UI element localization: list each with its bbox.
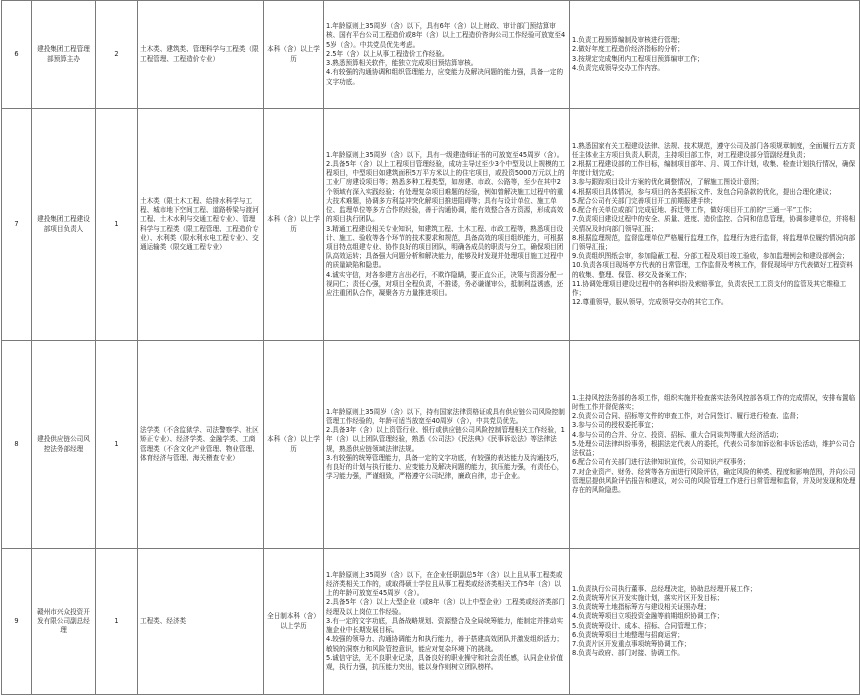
duty-item: 8.负责与政府、部门对接、协调工作。 [572,649,684,658]
major-requirement: 土木类（限土木工程、给排水科学与工程、城市地下空间工程、道路桥梁与渡河工程、土木水利与交通工程专业）、管理科学与工程类（限工程管理、工程造价专业）、水利类（限水利水电工程专业）、交通运输类（限交通工程专业） [138,109,264,341]
duty-item: 12.尊重领导，服从领导，完成领导交办的其它工作。 [572,298,728,307]
table-row [2,1,860,109]
duty-item: 1.负责工程预算编制及审核进行管理； [572,36,684,45]
major-requirement: 土木类、建筑类、管理科学与工程类（限工程管理、工程造价专业） [138,1,264,109]
duty-item: 10.负责各项目现场亭方代表的日常管理，工作监督及考核工作，督促现场甲方代表做好工程资料的收集、整理、保管、移交及备案工作； [572,261,853,279]
duty-item: 2.负责统筹片区开发实施计划，落实片区开发目标； [572,593,724,602]
requirement-item: 3.熟悉预算相关软件，能独立完成项目预结算审核。 [326,59,478,68]
duty-item: 7.对企业资产、财务、经营等各方面进行风险评估，确定风险的种类、程度和影响范围，并向公司管理层提供风险评估报告和建议，对公司的风险管理工作进行日常管理和监督，并及时发现和处理存在的风险隐患。 [572,467,856,494]
recruitment-table [1,0,860,695]
requirement-item: 2.具备5年（含）以上大型企业（或8年（含）以上中型企业）工程类或经济类部门经理及以上岗位工作经验。 [326,598,565,616]
row-number: 8 [2,341,32,549]
duty-item: 9.负责组织图纸会审，参加隐蔽工程、分部工程及项目竣工验收，参加监理例会和建设部例会； [572,252,849,261]
requirement-item: 3.有较强的统筹管理能力，具备一定的文字功底，有较强的表达能力及沟通技巧，有良好的计划与执行能力、应变能力及解决问题的能力，抗压能力强，有责任心，学习能力强，严谨细致，严格遵守公司纪律，廉政自律，忠于企业。 [326,453,564,481]
duty-item: 8.根据监理规范，监督监理单位严格履行监理工作，监理行为进行监督，将监理单位履约情况向部门领导汇报； [572,233,856,251]
qualification-requirements [324,1,570,109]
major-requirement: 工程类、经济类 [138,549,264,695]
duty-item: 3.按规定完成集团内工程项目预算编审工作； [572,54,704,63]
duty-item: 1.主持风控法务部的各项工作，组织实施并检查落实法务风控部各项工作的完成情况，安排布置临时性工作并督促落实； [572,393,856,412]
hiring-count: 2 [96,1,138,109]
requirement-item: 2.具备5年（含）以上工程项目管理经验，成功主导过至少3个中型及以上规模的工程项目，中型项目如建筑面积5万平方米以上的住宅项目，或投资5000万元以上的工业厂房建设项目等；熟悉多种工程类型，如房建、市政、公路等，至少在其中2个领域有深入实践经验；有处理复杂项目难题的经验，例如曾解决施工过程中的重大技术难题，协调多方利益冲突化解项目推进阻碍等；具有与设计单位、施工单位、监理单位等多方合作的经验，善于沟通协调，能有效整合各方资源，形成高效的项目执行团队。 [326,160,565,224]
duty-item: 5.负责统筹设计、成本、招标、合同管理工作； [572,621,711,630]
duty-item: 2.做好年度工程造价经济指标的分析； [572,45,684,54]
duty-item: 1.负责执行公司执行董事、总经理决定，协助总经理开展工作； [572,584,757,593]
duty-item: 3.参与跟踪项目设计方案的优化调整情况，了解施工图设计意图； [572,178,763,187]
job-duties [570,341,860,549]
education-requirement: 本科（含）以上学历 [264,109,324,341]
requirement-item: 4.较强的领导力、沟通协调能力和执行能力，善于搭建高效团队并激发组织活力；敏锐的洞察力和风险管控意识，能应对复杂环境下的挑战。 [326,635,564,653]
duty-item: 4.参与公司的合并、分立、投资、招标、重大合同谈判等重大经济活动； [572,430,783,439]
row-number: 7 [2,109,32,341]
education-requirement: 本科（含）以上学历 [264,341,324,549]
duty-item: 6.配合有关单位或部门完成征地、拆迁等工作，做好项目开工前的“三通一平”工作； [572,206,816,215]
requirement-item: 2.5年（含）以上从事工程造价工作经验。 [326,49,449,58]
duty-item: 1.熟悉国家有关工程建设法律、法规、技术规范，遵守公司及部门各项规章制度，全面履行五方责任主体业主方项目负责人职责，主持项目部工作，对工程建设部分管副经理负责； [572,141,856,159]
qualification-requirements [324,109,570,341]
post-name: 建投供应链公司风控法务部经理 [32,341,96,549]
duty-item: 11.协调处理项目建设过程中的各种纠纷及索赔事宜，负责农民工工资支付的监管及其它维稳工作； [572,279,847,297]
hiring-count: 1 [96,341,138,549]
hiring-count: 1 [96,109,138,341]
requirement-item: 1.年龄原则上35周岁（含）以下，持有国家法律资格证或具有供应链公司风险控制管理工作经验的，年龄可适当放宽至40周岁（含），中共党员优先。 [326,407,565,425]
duty-item: 7.负责片区开发重点事项统筹协调工作； [572,639,691,648]
requirement-item: 3.精通工程建设相关专业知识，知建筑工程、土木工程、市政工程等，熟悉项目设计、施工、验收等各个环节的技术要求和规范，具备高效的项目组织能力，可根据项目特点组建专业、协作良好的项目团队，明确各成员的职责与分工，确保项目团队高效运转；具备强大问题分析和解决能力，能够及时发现并处理项目施工过程中的质量缺陷和隐患。 [326,224,564,270]
table-row [2,341,860,549]
duty-item: 4.负责完成领导交办工作内容。 [572,63,665,72]
table-row [2,549,860,695]
requirement-item: 1.年龄原则上35周岁（含）以下，在企业任职副总5年（含）以上且从事工程类或经济类相关工作的，或取得硕士学位且从事工程类或经济类相关工作5年（含）以上的年龄可放宽至45周岁（含）。 [326,570,563,598]
post-name: 赣州市兴众投资开发有限公司副总经理 [32,549,96,695]
requirement-item: 2.具备3年（含）以上资管行业、银行或供应链公司风险控制管理相关工作经验，1年（含）以上团队管理经验，熟悉《公司法》《民法典》《民事诉讼法》等法律法规，熟悉供应链领域法律法规。 [326,426,565,453]
requirement-item: 4.有较强的沟通协调和组织管理能力，应变能力及解决问题的能力强，具备一定的文字功底。 [326,68,564,86]
duty-item: 3.负责统筹土地指标筹方与建设相关证照办理； [572,603,711,612]
duty-item: 2.负责公司合同、招标等文件的审查工作，对合同签订、履行进行检查、监督； [572,412,803,421]
duty-item: 5.配合公司有关部门完善项目开工前期报建手续； [572,196,717,205]
duty-item: 5.处理公司法律纠纷事务，根据法定代表人的委托，代表公司参加诉讼和非诉讼活动，维护公司合法权益； [572,439,856,458]
education-requirement: 全日制本科（含）以上学历 [264,549,324,695]
row-number: 9 [2,549,32,695]
table-row [2,109,860,341]
major-requirement: 法学类（不含监狱学、司法警察学、社区矫正专业）、经济学类、金融学类、工商管理类（不含文化产业管理、物业管理、体育经济与管理、海关稽查专业） [138,341,264,549]
hiring-count: 1 [96,549,138,695]
duty-item: 7.负责项目建设过程中的安全、质量、进度、造价监控、合同和信息管理，协调参建单位，并将相关情况及时向部门领导汇报； [572,215,856,233]
qualification-requirements [324,549,570,695]
job-duties [570,1,860,109]
duty-item: 6.负责统筹项目土地整理与招商运营； [572,630,684,639]
requirement-item: 1.年龄原则上35周岁（含）以下，具有一级建造师证书的可放宽至45周岁（含）。 [326,150,564,159]
qualification-requirements [324,341,570,549]
requirement-item: 3.有一定的文字功底，具备战略规划、资源整合及全局统筹能力，能制定并推动实施企业中长期发展目标。 [326,616,564,635]
duty-item: 2.根据工程建设部的工作目标，编制项目部年、月、周工作计划，收集、检查计划执行情况，确保年度计划完成； [572,160,856,178]
requirement-item: 5.诚信守法，无不良职业记录，具备良好的职业操守和社会责任感，认同企业价值观，执行力强，抗压能力突出，能以身作则树立团队榜样。 [326,653,564,671]
job-duties [570,549,860,695]
duty-item: 4.根据项目具体情况，参与项目的各类招标文件、发包合同条款的优化，提出合理化建议； [572,187,836,196]
row-number: 6 [2,1,32,109]
job-duties [570,109,860,341]
education-requirement: 本科（含）以上学历 [264,1,324,109]
post-name: 建投集团工程建设部项目负责人 [32,109,96,341]
duty-item: 3.参与公司的授权委托事宜； [572,421,658,430]
post-name: 建投集团工程管理部预算主办 [32,1,96,109]
duty-item: 6.配合公司有关部门进行法律知识宣传，公司知识产权事务； [572,458,750,467]
requirement-item: 1.年龄原则上35周岁（含）以下，具有6年（含）以上财政、审计部门预结算审核、国有平台公司工程造价或8年（含）以上工程造价咨询公司工作经验可放宽至45岁（含）。中共党员优先考虑。 [326,22,566,49]
requirement-item: 4.诚实守信，对各参建方言出必行，不欺诈隐瞒，要正直公正，决策与资源分配一视同仁；责任心强，对项目全程负责，不推诿，务必谦谨审公，抵制利益诱惑，还应注重团队合作，凝聚各方力量推进项目。 [326,270,564,297]
duty-item: 4.负责统筹项目立项投资金融等前期组织协调工作； [572,612,724,621]
